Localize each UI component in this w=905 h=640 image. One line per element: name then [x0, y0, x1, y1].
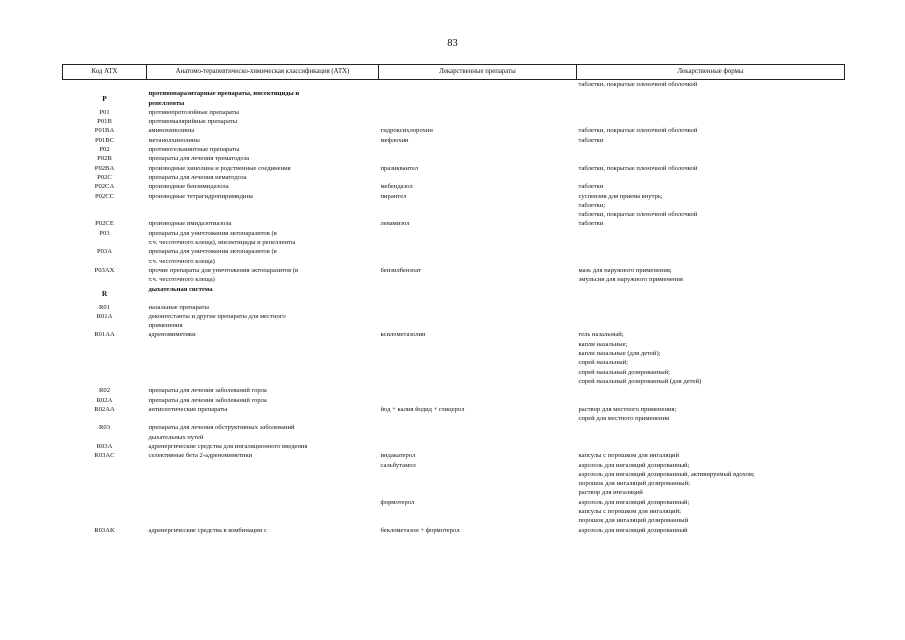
classification-line: препараты для лечения заболеваний горла — [148, 387, 267, 395]
header-dosage-forms: Лекарственные формы — [577, 65, 845, 80]
atc-code-cell: R01A — [96, 312, 113, 320]
atc-code-cell — [63, 461, 147, 498]
drug-cell — [379, 303, 577, 312]
atc-classification-cell — [147, 461, 379, 498]
dosage-forms-cell — [577, 108, 845, 117]
table-row — [63, 405, 845, 424]
dosage-forms-cell — [577, 442, 845, 451]
table-row — [63, 386, 845, 395]
classification-line: репелленты — [148, 99, 185, 107]
atc-classification-cell — [147, 498, 379, 526]
atc-classification-cell — [147, 145, 379, 154]
section-row — [63, 89, 845, 108]
table-row — [63, 136, 845, 145]
drug-cell — [379, 442, 577, 451]
drug-cell: йод + калия йодид + глицерол — [380, 405, 465, 413]
dosage-form-line: аэрозоль для ингаляций дозированный; — [578, 461, 690, 469]
atc-classification-cell — [147, 312, 379, 331]
drug-cell: мефлохин — [380, 136, 409, 144]
classification-line: т.ч. чесоточного клеща) — [148, 257, 215, 265]
atc-classification-cell — [147, 386, 379, 395]
table-body — [63, 80, 845, 535]
classification-line: производные тетрагидропиримидина — [148, 192, 253, 200]
atc-code-cell: P02C — [97, 173, 112, 181]
dosage-forms-cell — [577, 451, 845, 460]
atc-code-cell — [63, 80, 147, 90]
dosage-form-line: спрей назальный дозированный (для детей) — [578, 377, 702, 385]
classification-line: назальные препараты — [148, 303, 209, 311]
dosage-forms-cell — [577, 89, 845, 108]
dosage-forms-cell — [577, 117, 845, 126]
dosage-form-line: спрей назальный; — [578, 359, 629, 367]
dosage-form-line: таблетки, покрытые пленочной оболочкой — [578, 164, 698, 172]
dosage-forms-cell — [577, 461, 845, 498]
dosage-forms-cell — [577, 173, 845, 182]
classification-line: противопротозойные препараты — [148, 108, 239, 116]
drug-cell — [379, 154, 577, 163]
classification-line: деконгестанты и другие препараты для местного — [148, 312, 286, 320]
dosage-form-line: таблетки; — [578, 201, 606, 209]
atc-classification-cell — [147, 89, 379, 108]
table-row — [63, 154, 845, 163]
dosage-forms-cell — [577, 229, 845, 248]
atc-code-cell: P02CC — [94, 192, 115, 200]
atc-classification-cell — [147, 423, 379, 442]
table-row — [63, 164, 845, 173]
atc-code-cell: P01 — [99, 108, 110, 116]
atc-classification-table — [62, 64, 845, 535]
dosage-form-line: капли назальные; — [578, 340, 628, 348]
table-row — [63, 498, 845, 526]
atc-classification-cell — [147, 164, 379, 173]
drug-cell — [379, 108, 577, 117]
drug-cell — [379, 247, 577, 266]
classification-line: адреномиметики — [148, 331, 196, 339]
table-row — [63, 461, 845, 498]
atc-code-cell: R02A — [96, 396, 113, 404]
table-row — [63, 423, 845, 442]
classification-line: адренергические средства для ингаляционного введения — [148, 442, 308, 450]
drug-cell: беклометазон + формотерол — [380, 526, 460, 534]
table-row — [63, 182, 845, 191]
atc-classification-cell — [147, 173, 379, 182]
atc-code-cell: R03AC — [94, 452, 115, 460]
atc-code-cell: R02 — [99, 387, 110, 395]
atc-code-cell: P03 — [99, 229, 110, 237]
dosage-forms-cell — [577, 386, 845, 395]
atc-classification-cell — [147, 192, 379, 220]
table-header-row — [63, 65, 845, 80]
drug-cell: гидроксихлорохин — [380, 127, 433, 135]
atc-classification-cell — [147, 182, 379, 191]
dosage-forms-cell — [577, 182, 845, 191]
header-drugs: Лекарственные препараты — [379, 65, 577, 80]
atc-classification-cell — [147, 80, 379, 90]
classification-line: препараты для лечения обструктивных заболеваний — [148, 424, 295, 432]
classification-line: производные хинолина и родственные соединения — [148, 164, 291, 172]
drug-cell: формотерол — [380, 498, 415, 506]
atc-code-cell: R02AA — [94, 405, 115, 413]
drug-cell — [379, 285, 577, 303]
dosage-forms-cell — [577, 219, 845, 228]
dosage-forms-cell — [577, 154, 845, 163]
drug-cell — [379, 396, 577, 405]
table-row — [63, 330, 845, 386]
dosage-form-line: таблетки — [578, 220, 604, 228]
classification-line: дыхательных путей — [148, 433, 204, 441]
atc-classification-cell — [147, 442, 379, 451]
table-row — [63, 303, 845, 312]
dosage-forms-cell — [577, 192, 845, 220]
dosage-forms-cell — [577, 285, 845, 303]
dosage-forms-cell — [577, 330, 845, 386]
atc-classification-cell — [147, 247, 379, 266]
atc-classification-cell — [147, 451, 379, 460]
dosage-form-line: мазь для наружного применения; — [578, 266, 672, 274]
dosage-forms-cell — [577, 247, 845, 266]
dosage-forms-cell — [577, 303, 845, 312]
dosage-forms-cell — [577, 498, 845, 526]
drug-cell — [379, 423, 577, 442]
drug-cell: бензилбензоат — [380, 266, 421, 274]
atc-code-cell: P01B — [97, 118, 112, 126]
classification-line: адренергические средства в комбинации с — [148, 526, 267, 534]
dosage-form-line: спрей назальный дозированный; — [578, 368, 671, 376]
atc-classification-cell — [147, 266, 379, 285]
atc-classification-cell — [147, 285, 379, 303]
classification-line: препараты для лечения нематодоза — [148, 173, 247, 181]
atc-classification-cell — [147, 405, 379, 424]
atc-code-cell: R01 — [99, 303, 110, 311]
atc-classification-cell — [147, 126, 379, 135]
drug-cell: мебендазол — [380, 183, 413, 191]
classification-line: препараты для уничтожения эктопаразитов (в — [148, 248, 277, 256]
dosage-form-line: порошок для ингаляций дозированный — [578, 517, 689, 525]
dosage-forms-cell — [577, 136, 845, 145]
atc-code-cell: R03AK — [94, 526, 115, 534]
atc-code-cell: P01BA — [94, 127, 115, 135]
drug-cell — [379, 145, 577, 154]
dosage-form-line: капсулы с порошком для ингаляций — [578, 452, 680, 460]
table-row — [63, 219, 845, 228]
dosage-forms-cell — [577, 312, 845, 331]
classification-line: применения — [148, 322, 183, 330]
atc-classification-cell — [147, 229, 379, 248]
atc-classification-cell — [147, 303, 379, 312]
drug-cell — [379, 89, 577, 108]
dosage-forms-cell — [577, 526, 845, 535]
classification-line: препараты для лечения трематодоза — [148, 155, 250, 163]
dosage-form-line: аэрозоль для ингаляций дозированный, активируемый вдохом; — [578, 470, 755, 478]
classification-line: препараты для уничтожения эктопаразитов (в — [148, 229, 277, 237]
atc-code-cell: P02CE — [95, 220, 114, 228]
dosage-form-line: таблетки — [578, 136, 604, 144]
table-row — [63, 451, 845, 460]
atc-classification-cell — [147, 330, 379, 386]
drug-cell — [379, 80, 577, 90]
page-number: 83 — [447, 38, 458, 49]
atc-classification-cell — [147, 219, 379, 228]
classification-line: противогельминтные препараты — [148, 146, 240, 154]
drug-cell: сальбутамол — [380, 461, 416, 469]
atc-classification-cell — [147, 526, 379, 535]
dosage-form-line: аэрозоль для ингаляций дозированный — [578, 526, 688, 534]
header-atc-code: Код АТХ — [63, 65, 147, 80]
table-row — [63, 192, 845, 220]
drug-cell — [379, 173, 577, 182]
table-row — [63, 396, 845, 405]
atc-code-cell: P02B — [97, 155, 112, 163]
table-row — [63, 247, 845, 266]
atc-classification-cell — [147, 117, 379, 126]
classification-line: противопаразитарные препараты, инсектициды и — [148, 90, 300, 98]
table-row — [63, 126, 845, 135]
atc-classification-cell — [147, 136, 379, 145]
classification-line: производные имидазотиазола — [148, 220, 232, 228]
dosage-form-line: спрей для местного применения — [578, 415, 670, 423]
drug-cell — [379, 386, 577, 395]
table-row — [63, 80, 845, 90]
classification-line: препараты для лечения заболеваний горла — [148, 396, 267, 404]
drug-cell: празиквантел — [380, 164, 419, 172]
dosage-forms-cell — [577, 145, 845, 154]
dosage-forms-cell — [577, 396, 845, 405]
drug-cell: ксилометазолин — [380, 331, 426, 339]
dosage-forms-cell — [577, 126, 845, 135]
dosage-form-line: таблетки, покрытые пленочной оболочкой — [578, 81, 698, 88]
classification-line: антисептические препараты — [148, 405, 228, 413]
table-row — [63, 266, 845, 285]
atc-code-cell: P02 — [99, 146, 110, 154]
drug-cell — [379, 312, 577, 331]
drug-cell — [379, 117, 577, 126]
atc-code-cell: P01BC — [94, 136, 115, 144]
table-header — [63, 65, 845, 80]
dosage-form-line: раствор для ингаляций — [578, 489, 643, 497]
dosage-form-line: таблетки, покрытые пленочной оболочкой — [578, 127, 698, 135]
classification-line: аминохинолины — [148, 127, 195, 135]
dosage-form-line: гель назальный; — [578, 331, 624, 339]
atc-code-cell: R03 — [99, 424, 110, 432]
drug-cell — [379, 229, 577, 248]
dosage-forms-cell — [577, 423, 845, 442]
atc-classification-cell — [147, 108, 379, 117]
atc-code-cell: R — [101, 288, 108, 298]
dosage-form-line: таблетки, покрытые пленочной оболочкой — [578, 211, 698, 219]
drug-cell: левамизол — [380, 220, 410, 228]
atc-code-cell: P02BA — [94, 164, 115, 172]
atc-code-cell: P02CA — [94, 183, 115, 191]
dosage-form-line: таблетки — [578, 183, 604, 191]
dosage-form-line: аэрозоль для ингаляций дозированный; — [578, 498, 690, 506]
table-row — [63, 108, 845, 117]
table-row — [63, 442, 845, 451]
dosage-form-line: капсулы с порошком для ингаляций; — [578, 508, 681, 516]
table-row — [63, 312, 845, 331]
dosage-form-line: суспензия для приема внутрь; — [578, 192, 663, 200]
drug-cell: индакатерол — [380, 452, 416, 460]
atc-code-cell: P — [102, 93, 107, 103]
classification-line: селективные бета 2-адреномиметики — [148, 452, 253, 460]
dosage-forms-cell — [577, 266, 845, 285]
classification-line: т.ч. чесоточного клеща), инсектициды и репелленты — [148, 239, 296, 247]
section-row — [63, 285, 845, 303]
table-row — [63, 526, 845, 535]
dosage-form-line: эмульсия для наружного применения — [578, 276, 683, 284]
dosage-form-line: капли назальные (для детей); — [578, 350, 661, 358]
header-atc-classification: Анатомо-терапевтическо-химическая классификация (АТХ) — [147, 65, 379, 80]
atc-classification-cell — [147, 154, 379, 163]
table-row — [63, 117, 845, 126]
dosage-forms-cell — [577, 164, 845, 173]
atc-code-cell: R01AA — [94, 331, 115, 339]
table-row — [63, 229, 845, 248]
dosage-forms-cell — [577, 405, 845, 424]
atc-code-cell: R03A — [96, 442, 113, 450]
table-row — [63, 145, 845, 154]
classification-line: производные бензимидазола — [148, 183, 229, 191]
classification-line: т.ч. чесоточного клеща) — [148, 276, 215, 284]
atc-code-cell: P03A — [96, 248, 113, 256]
atc-code-cell: P03AX — [94, 266, 115, 274]
atc-code-cell — [63, 498, 147, 526]
dosage-form-line: порошок для ингаляций дозированный; — [578, 480, 690, 488]
classification-line: противомалярийные препараты — [148, 118, 238, 126]
classification-line: дыхательная система — [148, 285, 213, 293]
dosage-forms-cell — [577, 80, 845, 90]
classification-line: прочие препараты для уничтожения эктопаразитов (в — [148, 266, 299, 274]
table-row — [63, 173, 845, 182]
dosage-form-line: раствор для местного применения; — [578, 405, 677, 413]
drug-cell: пирантел — [380, 192, 407, 200]
classification-line: метанолхинолины — [148, 136, 200, 144]
atc-classification-cell — [147, 396, 379, 405]
